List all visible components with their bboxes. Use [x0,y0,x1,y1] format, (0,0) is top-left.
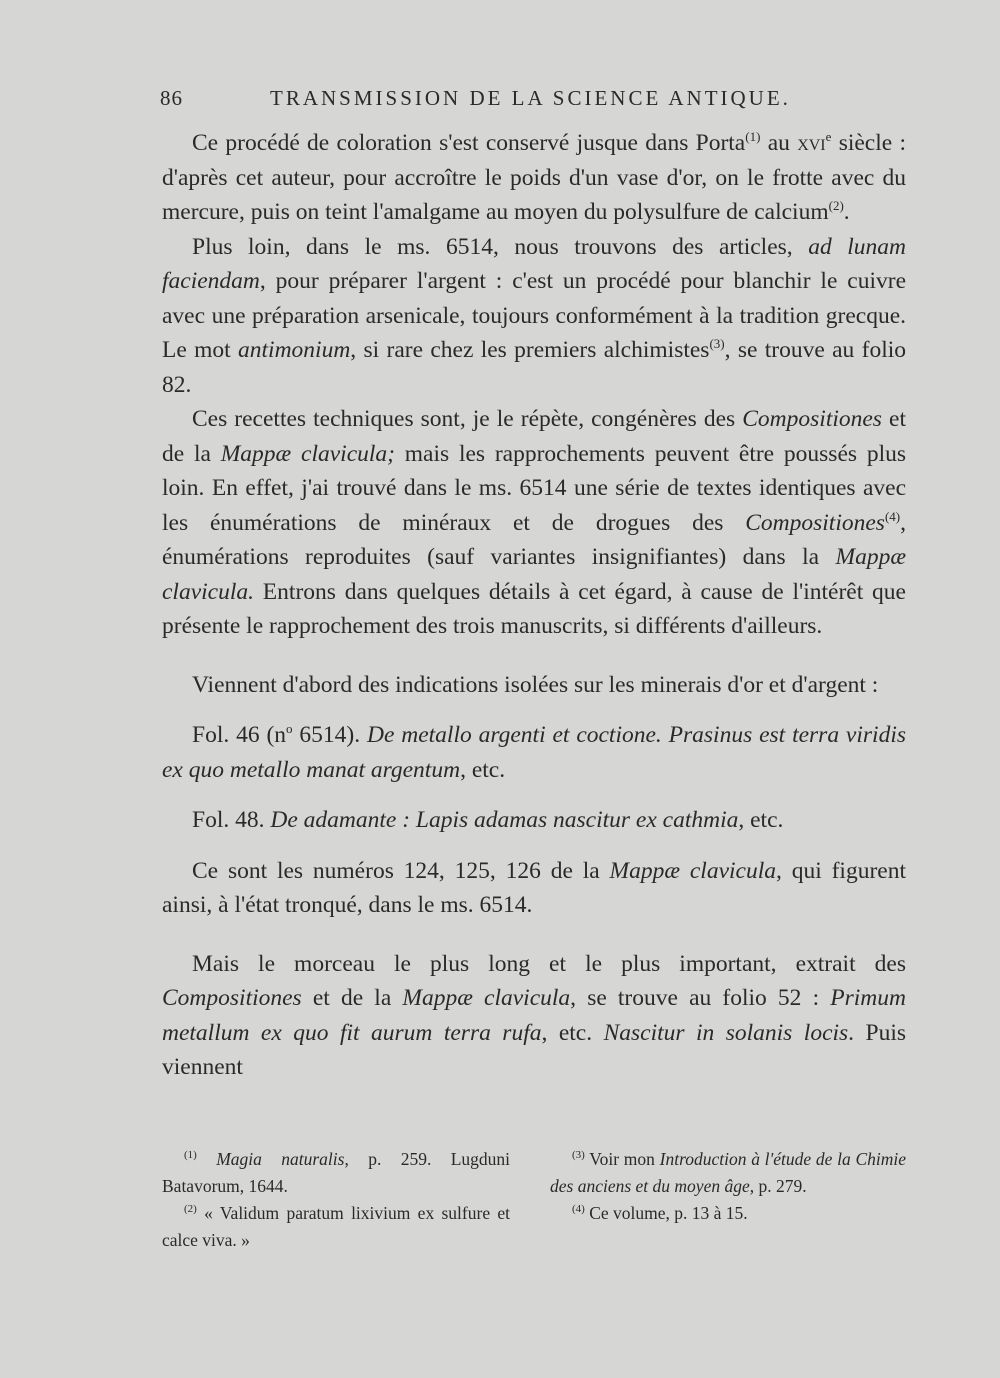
text-run: , si rare chez les premiers alchimistes [350,337,710,363]
latin-quote: De metallo argenti et coctione. Prasinus est terra viridis ex quo metallo manat argentum [162,722,906,783]
text-run: , énumérations reproduites (sauf variantes insignifiantes) dans la [162,509,906,570]
footnote-text: , p. 279. [749,1176,807,1196]
text-run: , etc. [460,756,506,783]
paragraph-fol-46 [162,718,906,787]
paragraph-fol-48 [162,803,906,838]
latin-quote: Primum metallum ex quo fit aurum terra rufa [162,985,906,1046]
latin-quote: De adamante : Lapis adamas nascitur ex cathmia [270,807,739,833]
text-run: Viennent d'abord des indications isolées sur les minerais d'or et d'argent : [192,671,879,698]
footnote-1 [162,1146,510,1200]
latin-term: antimonium [238,337,351,363]
text-run: et de la [162,406,906,467]
footnote-text: Voir mon [589,1149,660,1169]
footnote-text: , p. 259. Lugduni Batavorum, 1644. [162,1149,510,1196]
text-run: , se trouve au folio 52 : [570,985,831,1011]
latin-quote: Nascitur in solanis locis [603,1019,849,1046]
page-number: 86 [160,86,183,110]
footnote-ref-1: (1) [745,129,761,144]
text-run: . [843,199,850,225]
footnote-3 [550,1146,906,1200]
text-run: , etc. [738,807,784,833]
page-header [160,86,905,116]
text-run: Fol. 46 (n [192,722,287,748]
text-run: au [760,130,798,156]
text-run: Ce procédé de coloration s'est conservé jusque dans Porta [192,130,746,156]
text-run: , qui figurent ainsi, à l'état tronqué, dans le ms. 6514. [162,857,906,918]
cited-title: Introduction à l'étude de la Chimie des anciens et du moyen âge [550,1149,907,1196]
paragraph-porta [162,126,906,230]
footnote-mark: (4) [572,1203,585,1215]
paragraph-numeros [162,854,906,923]
latin-title: Mappæ clavicula. [162,544,906,605]
footnote-2 [162,1200,510,1254]
footnote-ref-3: (3) [709,336,725,351]
text-run: mais les rapprochements peuvent être poussés plus loin. En effet, j'ai trouvé dans le ms. 6514 une série de textes identiques avec les énumérations de minéraux et de drogues des [162,440,906,536]
latin-title: Mappæ clavicula [402,985,571,1011]
text-run: et de la [301,985,403,1011]
footnotes-left-column [162,1146,510,1254]
text-run: , pour préparer l'argent : c'est un procédé pour blanchir le cuivre avec une préparation arsenicale, toujours conformément à la tradition grecque. Le mot [162,268,906,363]
latin-title: Mappæ clavicula [609,857,777,884]
footnote-ref-2: (2) [828,198,844,213]
text-run: Ces recettes techniques sont, je le répète, congénères des [192,406,743,432]
footnote-text: Ce volume, p. 13 à 15. [589,1203,748,1223]
paragraph-ad-lunam [162,230,906,403]
text-run: Entrons dans quelques détails à cet égard, à cause de l'intérêt que présente le rapprochement des trois manuscrits, si différents d'ailleurs. [162,578,906,639]
text-run: , se trouve au folio 82. [162,337,907,398]
running-title: TRANSMISSION DE LA SCIENCE ANTIQUE. [270,86,791,110]
paragraph-minerais [162,668,906,703]
body-text [162,126,906,1085]
footnote-mark: (2) [184,1203,197,1215]
cited-title: Magia naturalis [216,1149,345,1169]
footnote-4 [550,1200,906,1227]
text-run: siècle : d'après cet auteur, pour accroître le poids d'un vase d'or, on le frotte avec du mercure, puis on teint l'amalgame au moyen du polysulfure de calcium [162,130,907,225]
numero-suffix: o [286,721,293,736]
paragraph-morceau [162,947,906,1085]
footnote-ref-4: (4) [884,508,901,524]
footnote-mark: (1) [184,1149,197,1161]
text-run: Ce sont les numéros 124, 125, 126 de la [192,857,610,884]
text-run: Fol. 48. [192,807,271,833]
text-run: Mais le morceau le plus long et le plus important, extrait des [192,950,906,977]
text-run: Plus loin, dans le ms. 6514, nous trouvons des articles, [192,233,809,260]
text-run: , etc. [541,1019,604,1046]
text-run: 6514). [292,722,367,748]
text-run: . Puis viennent [162,1019,907,1080]
footnotes [162,1146,906,1256]
latin-term: ad lunam faciendam [162,233,906,294]
footnote-mark: (3) [572,1149,585,1161]
footnote-text: « Validum paratum lixivium ex sulfure et calce viva. » [162,1203,511,1250]
century-numeral: xvi [797,130,826,156]
latin-title: Compositiones [745,509,885,536]
latin-title: Compositiones [742,406,882,432]
latin-title: Compositiones [162,985,302,1011]
paragraph-recettes [162,402,906,644]
latin-title: Mappæ clavicula; [220,440,395,467]
century-suffix: e [825,129,832,144]
footnotes-right-column [550,1146,906,1227]
